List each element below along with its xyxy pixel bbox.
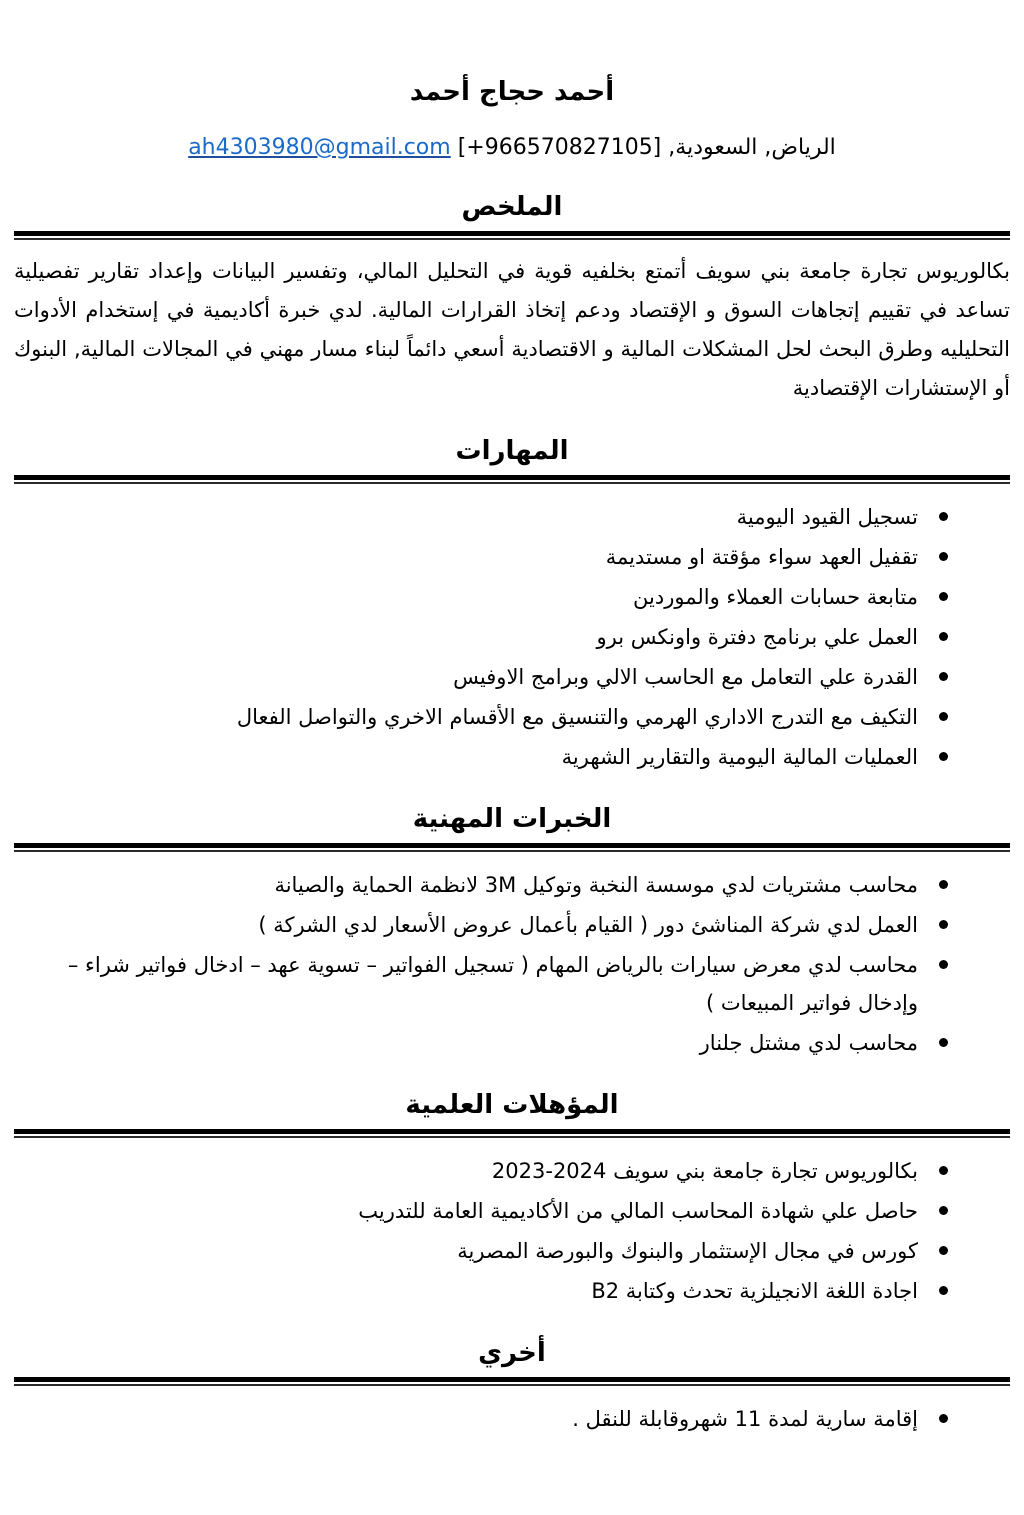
bullet-icon bbox=[939, 672, 948, 681]
list-item bbox=[20, 946, 918, 1022]
list-item bbox=[20, 498, 918, 536]
summary-text: بكالوريوس تجارة جامعة بني سويف أتمتع بخلفيه قوية في التحليل المالي، وتفسير البيانات وإعداد تقارير تفصيلية تساعد في تقييم إتجاهات السوق و الإقتصاد ودعم إتخاذ القرارات المالية. لدي خبرة أكاديمية في إستخدام الأدوات التحليليه وطرق البحث لحل المشكلات المالية و الاقتصادية أسعي دائماً لبناء مسار مهني في المجالات المالية, البنوك أو الإستشارات الإقتصادية bbox=[14, 259, 1010, 400]
contact-phone: [+966570827105] bbox=[457, 135, 662, 160]
bullet-icon bbox=[939, 632, 948, 641]
list-item bbox=[20, 738, 918, 776]
list-item-text: تسجيل القيود اليومية bbox=[736, 505, 918, 529]
list-item-text: القدرة علي التعامل مع الحاسب الالي وبرامج الاوفيس bbox=[453, 665, 918, 689]
section-divider bbox=[14, 1377, 1010, 1386]
section-skills bbox=[14, 432, 1010, 776]
resume-name: أحمد حجاج أحمد bbox=[409, 77, 615, 107]
list-item bbox=[20, 866, 918, 904]
bullet-icon bbox=[939, 1246, 948, 1255]
bullet-icon bbox=[939, 1038, 948, 1047]
section-title-other: أخري bbox=[478, 1338, 546, 1368]
list-item bbox=[20, 1152, 918, 1190]
list-item-text: العمليات المالية اليومية والتقارير الشهرية bbox=[561, 745, 918, 769]
bullet-icon bbox=[939, 592, 948, 601]
list-item-text: حاصل علي شهادة المحاسب المالي من الأكاديمية العامة للتدريب bbox=[358, 1199, 918, 1223]
section-divider bbox=[14, 1129, 1010, 1138]
contact-location: الرياض, السعودية, bbox=[668, 135, 836, 160]
bullet-icon bbox=[939, 1166, 948, 1175]
bullet-icon bbox=[939, 712, 948, 721]
list-item bbox=[20, 538, 918, 576]
contact-line bbox=[14, 132, 1010, 164]
list-item-text: العمل لدي شركة المناشئ دور ( القيام بأعمال عروض الأسعار لدي الشركة ) bbox=[258, 913, 918, 937]
other-list bbox=[14, 1400, 1010, 1438]
list-item bbox=[20, 1232, 918, 1270]
list-item bbox=[20, 618, 918, 656]
section-other bbox=[14, 1334, 1010, 1438]
list-item-text: العمل علي برنامج دفترة واونكس برو bbox=[596, 625, 918, 649]
list-item bbox=[20, 906, 918, 944]
list-item bbox=[20, 1272, 918, 1310]
list-item-text: محاسب مشتريات لدي موسسة النخبة وتوكيل 3M لانظمة الحماية والصيانة bbox=[274, 873, 918, 897]
list-item-text: إقامة سارية لمدة 11 شهروقابلة للنقل . bbox=[572, 1407, 918, 1431]
list-item-text: محاسب لدي معرض سيارات بالرياض المهام ( تسجيل الفواتير – تسوية عهد – ادخال فواتير شراء – وإدخال فواتير المبيعات ) bbox=[67, 953, 918, 1015]
education-list bbox=[14, 1152, 1010, 1310]
list-item-text: التكيف مع التدرج الاداري الهرمي والتنسيق مع الأقسام الاخري والتواصل الفعال bbox=[236, 705, 918, 729]
bullet-icon bbox=[939, 1286, 948, 1295]
section-title-summary: الملخص bbox=[461, 192, 563, 222]
section-title-skills: المهارات bbox=[455, 436, 569, 466]
list-item bbox=[20, 658, 918, 696]
section-divider bbox=[14, 231, 1010, 240]
section-title-education: المؤهلات العلمية bbox=[405, 1090, 619, 1120]
bullet-icon bbox=[939, 1414, 948, 1423]
list-item-text: تقفيل العهد سواء مؤقتة او مستديمة bbox=[605, 545, 918, 569]
list-item-text: كورس في مجال الإستثمار والبنوك والبورصة المصرية bbox=[457, 1239, 918, 1263]
bullet-icon bbox=[939, 880, 948, 889]
list-item bbox=[20, 1024, 918, 1062]
list-item-text: بكالوريوس تجارة جامعة بني سويف 2024-2023 bbox=[491, 1159, 918, 1183]
bullet-icon bbox=[939, 1206, 948, 1215]
list-item bbox=[20, 1400, 918, 1438]
section-divider bbox=[14, 475, 1010, 484]
list-item bbox=[20, 578, 918, 616]
bullet-icon bbox=[939, 960, 948, 969]
list-item-text: متابعة حسابات العملاء والموردين bbox=[633, 585, 918, 609]
section-education bbox=[14, 1086, 1010, 1310]
bullet-icon bbox=[939, 752, 948, 761]
section-divider bbox=[14, 843, 1010, 852]
bullet-icon bbox=[939, 552, 948, 561]
section-title-experience: الخبرات المهنية bbox=[412, 804, 612, 834]
bullet-icon bbox=[939, 512, 948, 521]
list-item bbox=[20, 698, 918, 736]
email-link[interactable]: ah4303980@gmail.com bbox=[188, 135, 451, 160]
skills-list bbox=[14, 498, 1010, 776]
list-item-text: اجادة اللغة الانجيلزية تحدث وكتابة B2 bbox=[591, 1279, 918, 1303]
list-item-text: محاسب لدي مشتل جلنار bbox=[699, 1031, 918, 1055]
section-experience bbox=[14, 800, 1010, 1062]
experience-list bbox=[14, 866, 1010, 1062]
list-item bbox=[20, 1192, 918, 1230]
section-summary bbox=[14, 188, 1010, 408]
bullet-icon bbox=[939, 920, 948, 929]
